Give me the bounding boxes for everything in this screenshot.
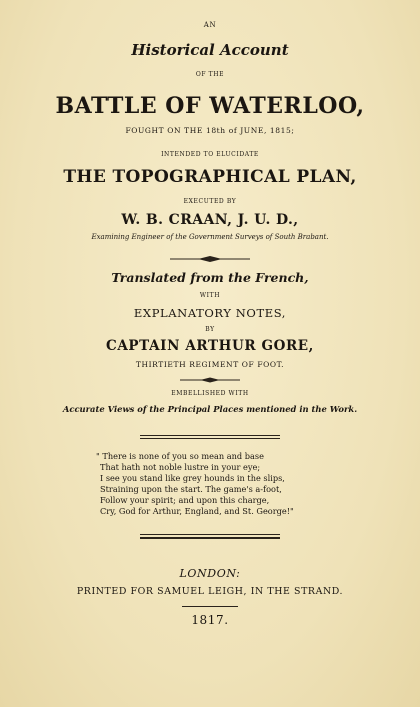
title-regiment: THIRTIETH REGIMENT OF FOOT. [135, 360, 285, 369]
title-intended: INTENDED TO ELUCIDATE [161, 151, 259, 158]
imprint-london: LONDON: [179, 567, 241, 580]
title-plan: THE TOPOGRAPHICAL PLAN, [63, 167, 357, 187]
imprint-year: 1817. [191, 613, 229, 627]
quote-line: Follow your spirit; and upon this charge, [100, 495, 270, 505]
title-an: AN [203, 21, 217, 29]
title-notes: EXPLANATORY NOTES, [133, 306, 287, 320]
title-battle: BATTLE OF WATERLOO, [55, 93, 365, 119]
title-of-the: OF THE [195, 71, 225, 78]
title-fought: FOUGHT ON THE 18th of JUNE, 1815; [125, 126, 295, 135]
shakespeare-quote [96, 451, 356, 517]
title-author: W. B. CRAAN, J. U. D., [121, 212, 299, 228]
quote-line: " There is none of you so mean and base [96, 451, 264, 461]
quote-line: I see you stand like grey hounds in the slips, [100, 473, 285, 483]
divider-rule [140, 435, 280, 436]
title-author-role: Examining Engineer of the Government Surveys of South Brabant. [91, 233, 329, 241]
ornamental-rule [0, 255, 420, 263]
divider-rule-4 [140, 537, 280, 539]
divider-rule-3 [140, 534, 280, 535]
quote-line: Straining upon the start. The game's a-foot, [100, 484, 282, 494]
title-by: BY [205, 326, 215, 333]
imprint-printed: PRINTED FOR SAMUEL LEIGH, IN THE STRAND. [76, 586, 344, 597]
title-translated: Translated from the French, [111, 270, 309, 285]
quote-line: Cry, God for Arthur, England, and St. George!" [100, 506, 294, 516]
divider-rule-2 [140, 438, 280, 439]
title-executed-by: EXECUTED BY [183, 198, 237, 205]
title-historical-account: Historical Account [131, 41, 289, 59]
quote-line: That hath not noble lustre in your eye; [100, 462, 261, 472]
title-with: WITH [199, 292, 221, 299]
title-translator: CAPTAIN ARTHUR GORE, [106, 338, 314, 354]
title-embellished: EMBELLISHED WITH [171, 390, 249, 397]
title-views: Accurate Views of the Principal Places mentioned in the Work. [62, 404, 358, 414]
ornamental-rule-2 [0, 376, 420, 384]
imprint-rule [182, 606, 238, 607]
